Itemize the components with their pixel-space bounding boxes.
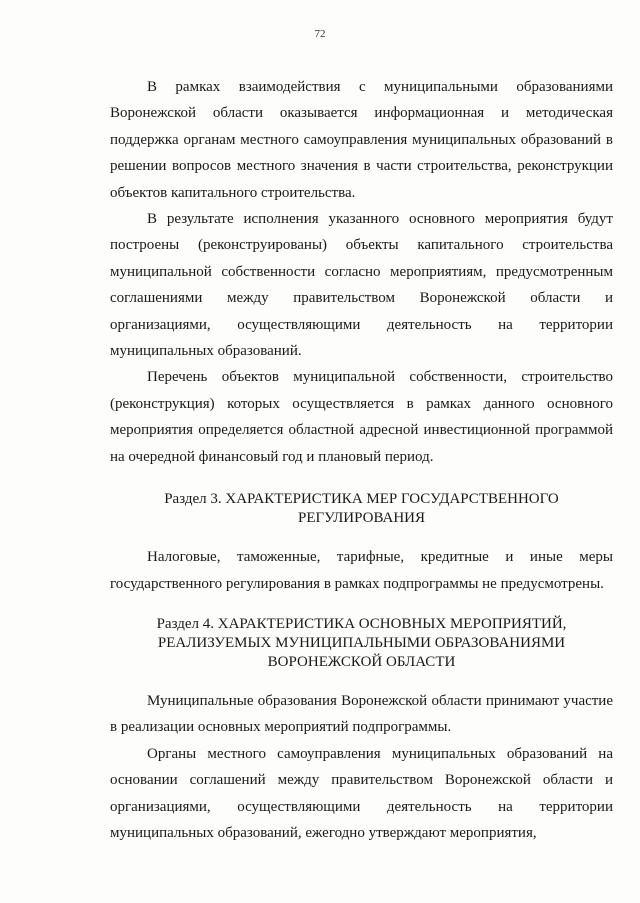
page-number: 72: [314, 28, 326, 40]
section-4-heading: [110, 615, 613, 672]
paragraph-objects-list: Перечень объектов муниципальной собственности, строительство (реконструкция) которых осуществляется в рамках данного основного мероприятия определяется областной адресной инвестиционной программой на очередной финансовый год и плановый период.: [110, 369, 613, 465]
paragraph-municipal-participation: Муниципальные образования Воронежской области принимают участие в реализации основных мероприятий подпрограммы.: [110, 692, 613, 736]
paragraph-local-authorities: Органы местного самоуправления муниципальных образований на основании соглашений между правительством Воронежской области и организациями, осуществляющими деятельность на территории муниципальных образований, ежегодно утверждают мероприятия,: [110, 745, 613, 841]
section-3-title-line-2: РЕГУЛИРОВАНИЯ: [297, 510, 426, 527]
section-4-title-line-1: Раздел 4. ХАРАКТЕРИСТИКА ОСНОВНЫХ МЕРОПРИЯТИЙ,: [156, 615, 567, 632]
paragraph-interaction-support: В рамках взаимодействия с муниципальными образованиями Воронежской области оказывается информационная и методическая поддержка органам местного самоуправления муниципальных образований в решении вопросов местного значения в части строительства, реконструкции объектов капитального строительства.: [110, 79, 613, 201]
section-4-title-line-3: ВОРОНЕЖСКОЙ ОБЛАСТИ: [267, 653, 456, 670]
section-4-title-line-2: РЕАЛИЗУЕМЫХ МУНИЦИПАЛЬНЫМИ ОБРАЗОВАНИЯМИ: [157, 634, 566, 651]
section-3-title-line-1: Раздел 3. ХАРАКТЕРИСТИКА МЕР ГОСУДАРСТВЕННОГО: [164, 491, 559, 508]
paragraph-construction-results: В результате исполнения указанного основного мероприятия будут построены (реконструированы) объекты капитального строительства муниципальной собственности согласно мероприятиям, предусмотренным соглашениями между правительством Воронежской области и организациями, осуществляющими деятельность на территории муниципальных образований.: [110, 211, 613, 360]
section-3-heading: [110, 490, 613, 528]
document-body: [110, 74, 613, 846]
paragraph-regulation-measures: Налоговые, таможенные, тарифные, кредитные и иные меры государственного регулирования в рамках подпрограммы не предусмотрены.: [110, 549, 613, 592]
